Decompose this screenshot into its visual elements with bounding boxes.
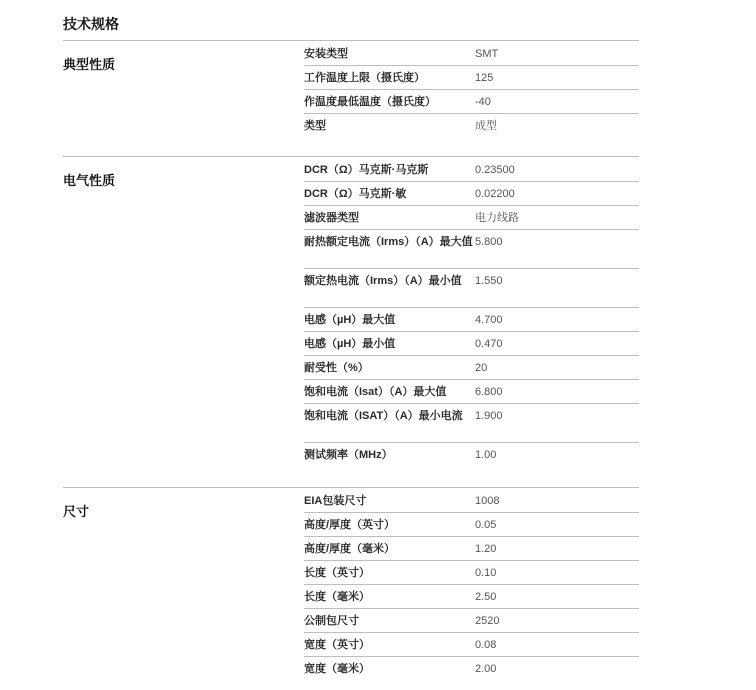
- spec-key: 长度（毫米）: [304, 591, 370, 603]
- spec-value: 1.900: [475, 410, 503, 422]
- spec-key: 电感（µH）最小值: [304, 338, 396, 350]
- spec-value: 1.20: [475, 543, 497, 555]
- spec-row: [304, 585, 639, 609]
- spec-row: [304, 380, 639, 404]
- spec-row: [304, 513, 639, 537]
- spec-value: 1.550: [475, 275, 503, 287]
- spec-row: [304, 308, 639, 332]
- spec-row: [304, 356, 639, 380]
- spec-row: [304, 230, 639, 269]
- spec-key: 额定热电流（Irms）（A）最小值: [304, 275, 462, 287]
- spec-key: 作温度最低温度（摄氏度）: [304, 96, 436, 108]
- spec-key: 长度（英寸）: [304, 567, 370, 579]
- group-divider: [63, 156, 639, 157]
- spec-value: 20: [475, 362, 488, 374]
- property-list: [304, 42, 639, 138]
- spec-key: 宽度（毫米）: [304, 663, 370, 675]
- property-list: [304, 158, 639, 467]
- spec-row: [304, 561, 639, 585]
- spec-key: 测试频率（MHz）: [304, 449, 393, 461]
- spec-key: 公制包尺寸: [304, 615, 359, 627]
- spec-key: 高度/厚度（毫米）: [304, 543, 396, 555]
- spec-key: 饱和电流（Isat）（A）最大值: [304, 386, 447, 398]
- spec-row: [304, 537, 639, 561]
- spec-row: [304, 66, 639, 90]
- spec-row: [304, 332, 639, 356]
- spec-key: DCR（Ω）马克斯·敏: [304, 188, 407, 200]
- spec-value: SMT: [475, 48, 499, 60]
- title-divider: [63, 40, 639, 41]
- group-divider: [63, 487, 639, 488]
- spec-key: 电感（µH）最大值: [304, 314, 396, 326]
- group-name: 典型性质: [63, 57, 116, 72]
- spec-value: 0.05: [475, 519, 497, 531]
- spec-key: 饱和电流（ISAT）（A）最小电流: [304, 410, 463, 422]
- property-list: [304, 489, 639, 681]
- spec-key: 安装类型: [304, 48, 348, 60]
- spec-value: 2.00: [475, 663, 497, 675]
- spec-key: 宽度（英寸）: [304, 639, 370, 651]
- spec-key: DCR（Ω）马克斯·马克斯: [304, 164, 429, 176]
- spec-key: 类型: [304, 120, 326, 132]
- spec-row: [304, 42, 639, 66]
- spec-row: [304, 609, 639, 633]
- spec-value: 1008: [475, 495, 500, 507]
- spec-value: 0.470: [475, 338, 503, 350]
- spec-row: [304, 206, 639, 230]
- spec-value: 电力线路: [475, 212, 519, 224]
- spec-key: 高度/厚度（英寸）: [304, 519, 396, 531]
- spec-value: 2520: [475, 615, 500, 627]
- spec-row: [304, 269, 639, 308]
- spec-key: 工作温度上限（摄氏度）: [304, 72, 425, 84]
- spec-row: [304, 443, 639, 467]
- spec-key: 耐热额定电流（Irms）（A）最大值: [304, 236, 473, 248]
- spec-row: [304, 657, 639, 681]
- spec-value: 成型: [475, 120, 497, 132]
- group-name: 电气性质: [63, 173, 116, 188]
- spec-value: 4.700: [475, 314, 503, 326]
- spec-value: 0.10: [475, 567, 497, 579]
- spec-value: 1.00: [475, 449, 497, 461]
- spec-row: [304, 633, 639, 657]
- spec-value: 6.800: [475, 386, 503, 398]
- section-title: 技术规格: [63, 16, 119, 32]
- spec-row: [304, 114, 639, 138]
- spec-value: 2.50: [475, 591, 497, 603]
- spec-row: [304, 182, 639, 206]
- spec-key: EIA包装尺寸: [304, 495, 367, 507]
- group-name: 尺寸: [63, 504, 90, 519]
- spec-key: 滤波器类型: [304, 212, 359, 224]
- spec-row: [304, 158, 639, 182]
- spec-row: [304, 489, 639, 513]
- spec-value: 125: [475, 72, 494, 84]
- spec-value: 0.23500: [475, 164, 515, 176]
- spec-value: 0.08: [475, 639, 497, 651]
- spec-value: 0.02200: [475, 188, 515, 200]
- spec-row: [304, 404, 639, 443]
- spec-key: 耐受性（%）: [304, 362, 369, 374]
- spec-value: 5.800: [475, 236, 503, 248]
- spec-row: [304, 90, 639, 114]
- spec-value: -40: [475, 96, 491, 108]
